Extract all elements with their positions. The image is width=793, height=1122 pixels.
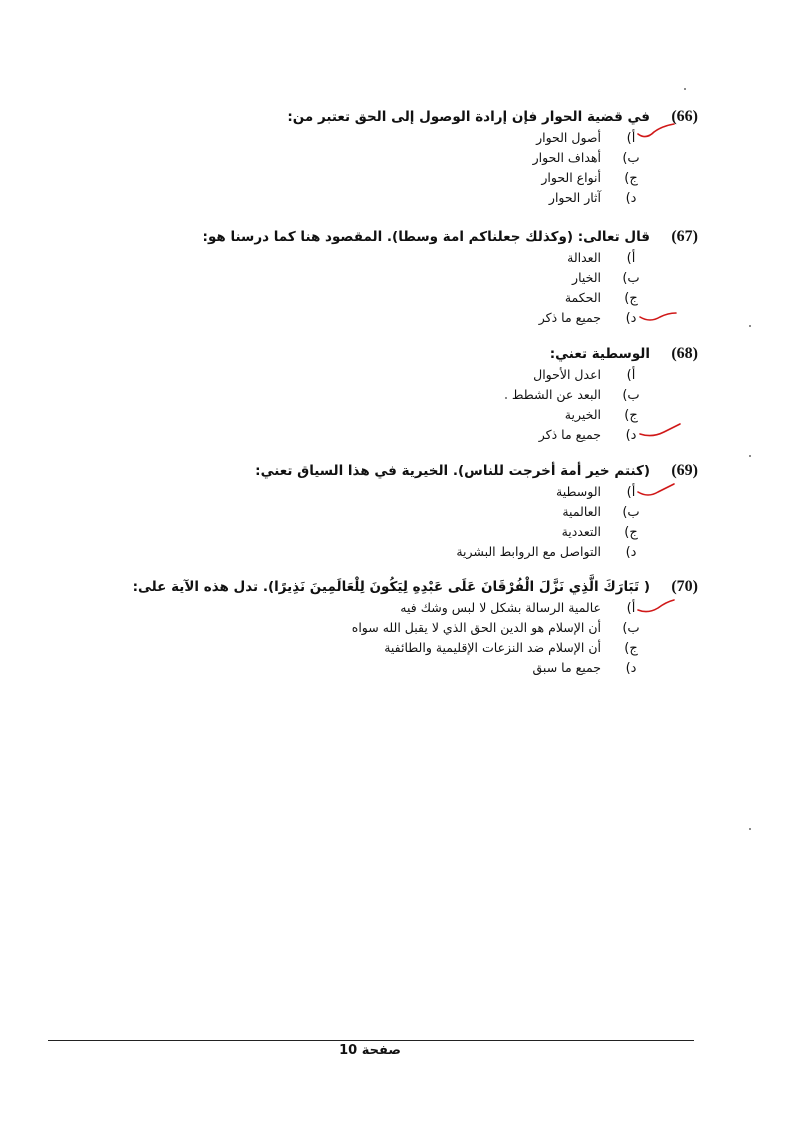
option-d[interactable] [138, 310, 698, 330]
page-number: صفحة 10 [339, 1043, 401, 1058]
answer-mark-69 [636, 480, 676, 502]
answer-mark-67 [638, 305, 678, 327]
option-c[interactable] [138, 170, 698, 190]
option-letter: ب) [622, 621, 640, 636]
option-text: الخيار [572, 270, 601, 285]
scan-speck [505, 397, 507, 399]
option-letter: د) [625, 545, 637, 560]
question-text: ( تَبَارَكَ الَّذِي نَزَّلَ الْفُرْقَانَ عَلَى عَبْدِهِ لِيَكُونَ لِلْعَالَمِينَ نَذِيرًا). تدل هذه الآية على: [132, 579, 650, 595]
option-d[interactable] [138, 544, 698, 564]
option-a[interactable] [138, 130, 698, 150]
option-a[interactable] [138, 600, 698, 620]
option-letter: ج) [624, 291, 638, 306]
option-b[interactable] [138, 150, 698, 170]
option-letter: أ) [626, 251, 636, 266]
question-68 [138, 345, 698, 447]
option-a[interactable] [138, 250, 698, 270]
option-text: جميع ما ذكر [538, 310, 601, 325]
option-b[interactable] [138, 387, 698, 407]
option-letter: د) [625, 661, 637, 676]
question-text: قال تعالى: (وكذلك جعلناكم امة وسطا). المقصود هنا كما درسنا هو: [202, 229, 650, 245]
option-text: أهداف الحوار [532, 150, 601, 165]
question-number: (69) [671, 462, 698, 479]
option-text: اعدل الأحوال [533, 367, 601, 382]
option-d[interactable] [138, 660, 698, 680]
option-c[interactable] [138, 640, 698, 660]
option-letter: أ) [626, 131, 636, 146]
question-69 [138, 462, 698, 564]
scan-speck [749, 455, 751, 457]
option-d[interactable] [138, 427, 698, 447]
option-letter: ب) [622, 505, 640, 520]
option-text: الوسطية [556, 484, 601, 499]
answer-mark-70 [636, 596, 676, 618]
option-text: آثار الحوار [548, 190, 601, 205]
footer-divider [48, 1040, 694, 1041]
option-text: عالمية الرسالة بشكل لا لبس وشك فيه [400, 600, 601, 615]
answer-mark-68 [638, 420, 682, 442]
option-a[interactable] [138, 484, 698, 504]
question-number: (68) [671, 345, 698, 362]
question-header [138, 108, 698, 130]
question-66 [138, 108, 698, 210]
option-text: التواصل مع الروابط البشرية [456, 544, 601, 559]
scan-speck [749, 828, 751, 830]
question-67 [138, 228, 698, 330]
option-text: الحكمة [564, 290, 601, 305]
question-header [138, 462, 698, 484]
option-letter: ب) [622, 151, 640, 166]
option-b[interactable] [138, 620, 698, 640]
option-letter: د) [625, 311, 637, 326]
option-letter: ج) [624, 641, 638, 656]
option-text: العالمية [562, 504, 601, 519]
option-letter: ج) [624, 525, 638, 540]
option-letter: ب) [622, 271, 640, 286]
option-d[interactable] [138, 190, 698, 210]
option-text: البعد عن الشطط [511, 387, 601, 402]
question-number: (70) [671, 578, 698, 595]
option-text: الخيرية [564, 407, 601, 422]
option-c[interactable] [138, 290, 698, 310]
option-text: جميع ما ذكر [538, 427, 601, 442]
question-header [132, 578, 698, 600]
question-number: (67) [671, 228, 698, 245]
question-header [138, 228, 698, 250]
option-letter: ب) [622, 388, 640, 403]
question-header [138, 345, 698, 367]
option-c[interactable] [138, 524, 698, 544]
option-letter: د) [625, 191, 637, 206]
option-text: التعددية [561, 524, 601, 539]
option-b[interactable] [138, 270, 698, 290]
scan-speck [684, 88, 686, 90]
option-text: أن الإسلام هو الدين الحق الذي لا يقبل الله سواه [351, 620, 601, 635]
option-text: أن الإسلام ضد النزعات الإقليمية والطائفية [384, 640, 601, 655]
answer-mark-66 [636, 120, 676, 142]
option-letter: أ) [626, 485, 636, 500]
option-letter: د) [625, 428, 637, 443]
option-letter: ج) [624, 408, 638, 423]
option-text: أنواع الحوار [541, 170, 601, 185]
scan-speck [749, 325, 751, 327]
question-text: (كنتم خير أمة أخرجت للناس). الخيرية في هذا السياق تعني: [255, 463, 650, 479]
option-b[interactable] [138, 504, 698, 524]
question-text: الوسطية تعني: [549, 346, 650, 362]
option-a[interactable] [138, 367, 698, 387]
option-text: أصول الحوار [536, 130, 601, 145]
question-text: في قضية الحوار فإن إرادة الوصول إلى الحق تعتبر من: [287, 109, 650, 125]
option-letter: أ) [626, 601, 636, 616]
option-c[interactable] [138, 407, 698, 427]
question-70 [132, 578, 698, 680]
option-letter: ج) [624, 171, 638, 186]
option-text: جميع ما سبق [532, 660, 601, 675]
option-letter: أ) [626, 368, 636, 383]
question-number: (66) [671, 108, 698, 125]
option-text: العدالة [567, 250, 601, 265]
